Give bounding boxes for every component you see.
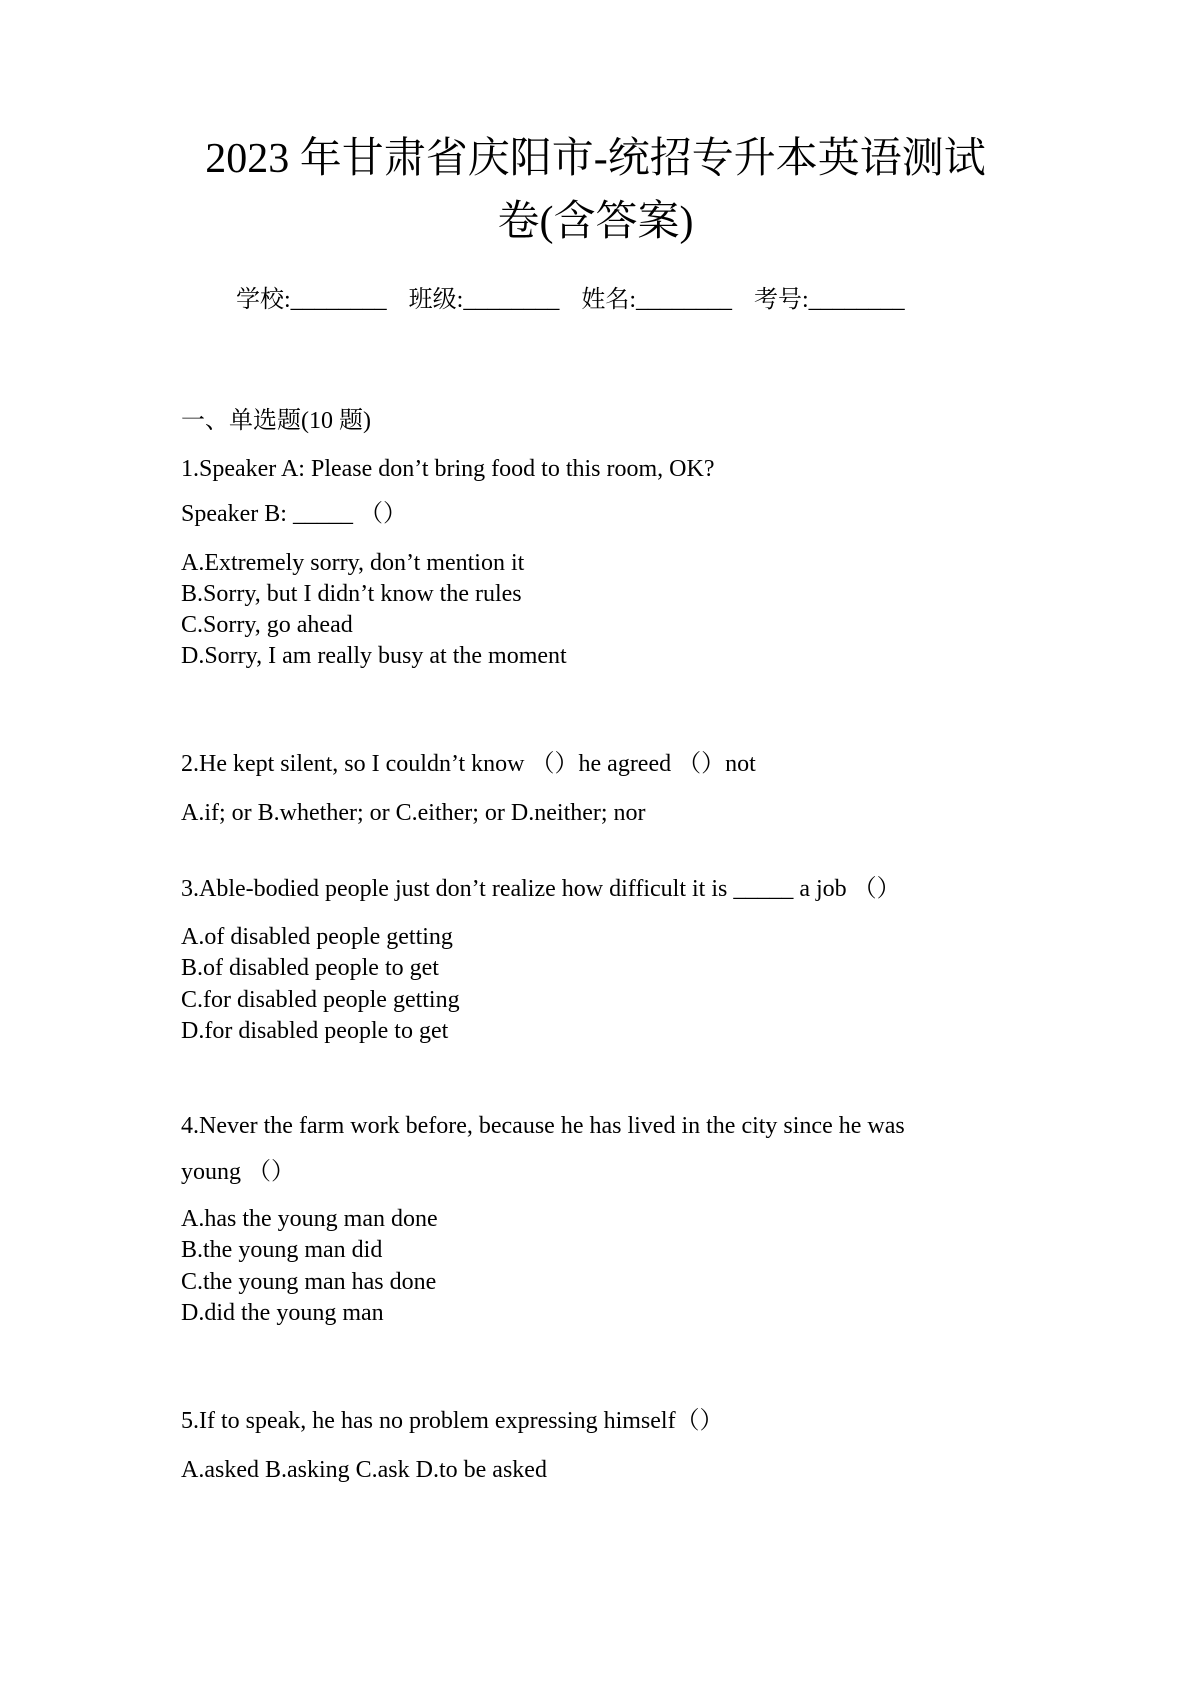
question-1-option-c: C.Sorry, go ahead (181, 612, 353, 638)
question-3-option-d: D.for disabled people to get (181, 1018, 449, 1044)
question-4-option-c: C.the young man has done (181, 1269, 437, 1295)
school-field: 学校:________ (236, 287, 387, 313)
question-3-option-a: A.of disabled people getting (181, 924, 453, 950)
name-field: 姓名:________ (581, 287, 733, 313)
section-heading: 一、单选题(10 题) (181, 408, 371, 434)
question-2-stem: 2.He kept silent, so I couldn’t know （）he agreed （）not (181, 751, 756, 777)
question-4-stem-line-2: young （） (181, 1159, 295, 1185)
class-field: 班级:________ (408, 287, 560, 313)
question-2-options: A.if; or B.whether; or C.either; or D.neither; nor (181, 800, 646, 826)
question-5-options: A.asked B.asking C.ask D.to be asked (181, 1457, 547, 1483)
question-3-option-b: B.of disabled people to get (181, 955, 439, 981)
question-4-option-a: A.has the young man done (181, 1206, 438, 1232)
question-4-stem-line-1: 4.Never the farm work before, because he has lived in the city since he was (181, 1113, 905, 1139)
question-1-stem-line-2: Speaker B: _____ （） (181, 501, 407, 527)
question-1-option-a: A.Extremely sorry, don’t mention it (181, 550, 525, 576)
student-info-line (236, 279, 921, 314)
question-1-stem-line-1: 1.Speaker A: Please don’t bring food to this room, OK? (181, 456, 715, 482)
document-title (150, 128, 1041, 254)
question-5-stem: 5.If to speak, he has no problem expressing himself（） (181, 1408, 724, 1434)
question-3-option-c: C.for disabled people getting (181, 987, 460, 1013)
title-line-1: 2023 年甘肃省庆阳市-统招专升本英语测试 (205, 136, 986, 182)
question-4-option-b: B.the young man did (181, 1237, 383, 1263)
exam-number-field: 考号:________ (754, 287, 905, 313)
question-4-option-d: D.did the young man (181, 1300, 384, 1326)
question-1-option-b: B.Sorry, but I didn’t know the rules (181, 581, 522, 607)
question-1-option-d: D.Sorry, I am really busy at the moment (181, 643, 567, 669)
question-3-stem: 3.Able-bodied people just don’t realize how difficult it is _____ a job （） (181, 876, 901, 902)
title-line-2: 卷(含答案) (497, 199, 694, 245)
